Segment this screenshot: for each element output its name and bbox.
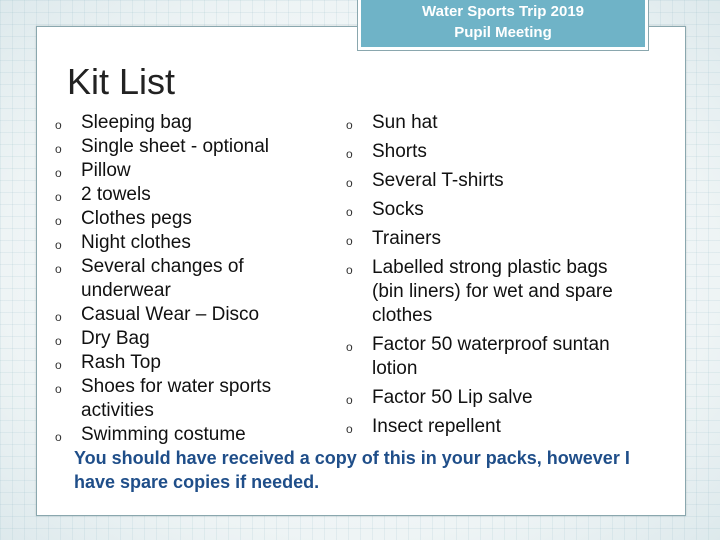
list-item: o Insect repellent bbox=[346, 415, 616, 439]
list-item: o Swimming costume bbox=[55, 423, 300, 447]
list-item: o Dry Bag bbox=[55, 327, 300, 351]
list-item: o Factor 50 waterproof suntan lotion bbox=[346, 333, 616, 381]
list-item: o Trainers bbox=[346, 227, 616, 251]
header-line-2: Pupil Meeting bbox=[454, 23, 552, 41]
list-item: o Casual Wear – Disco bbox=[55, 303, 300, 327]
list-item: o Shoes for water sports activities bbox=[55, 375, 300, 423]
list-item: o Single sheet - optional bbox=[55, 135, 300, 159]
list-item: o Rash Top bbox=[55, 351, 300, 375]
list-item: o Several changes of underwear bbox=[55, 255, 300, 303]
kit-list-right bbox=[346, 111, 616, 444]
list-item: o Sleeping bag bbox=[55, 111, 300, 135]
list-item: o Shorts bbox=[346, 140, 616, 164]
list-item: o Factor 50 Lip salve bbox=[346, 386, 616, 410]
header-line-1: Water Sports Trip 2019 bbox=[422, 2, 584, 20]
header-tab bbox=[358, 0, 648, 50]
list-item: o Clothes pegs bbox=[55, 207, 300, 231]
list-item: o 2 towels bbox=[55, 183, 300, 207]
footer-note: You should have received a copy of this in your packs, however I have spare copies if needed. bbox=[74, 448, 630, 492]
list-item: o Night clothes bbox=[55, 231, 300, 255]
list-item: o Socks bbox=[346, 198, 616, 222]
slide-title: Kit List bbox=[67, 61, 176, 102]
list-item: o Sun hat bbox=[346, 111, 616, 135]
kit-list-left bbox=[55, 111, 300, 447]
list-item: o Pillow bbox=[55, 159, 300, 183]
list-item: o Several T-shirts bbox=[346, 169, 616, 193]
list-item: o Labelled strong plastic bags (bin liners) for wet and spare clothes bbox=[346, 256, 616, 328]
